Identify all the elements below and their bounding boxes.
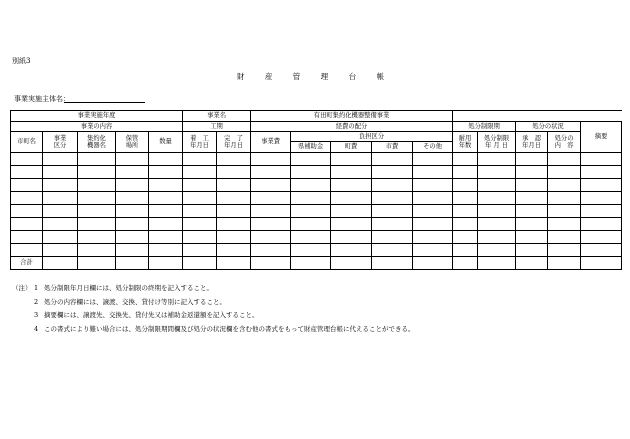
document-title: 財 産 管 理 台 帳 bbox=[237, 72, 393, 81]
col-municipality: 市町名 bbox=[11, 132, 43, 153]
notes-prefix: （注） bbox=[12, 284, 32, 292]
col-town-cost: 町費 bbox=[331, 142, 372, 153]
note-number: 2 bbox=[34, 297, 39, 306]
note-number: 1 bbox=[34, 284, 39, 292]
table-row bbox=[11, 179, 622, 192]
col-approval-date: 承 認 年月日 bbox=[516, 132, 548, 153]
col-other-cost: その他 bbox=[413, 142, 453, 153]
note-item bbox=[12, 282, 415, 296]
col-limit-date: 処分制限 年 月 日 bbox=[478, 132, 516, 153]
col-device-name: 集約化 機器名 bbox=[78, 132, 116, 153]
project-name-header: 事業名 bbox=[183, 111, 251, 122]
note-text: 摘要欄には、譲渡先、交換先、貸付先又は補助金返還額を記入すること。 bbox=[44, 311, 259, 319]
col-city-cost: 市費 bbox=[372, 142, 413, 153]
disposal-status-header: 処分の状況 bbox=[516, 122, 581, 132]
total-row bbox=[11, 257, 622, 270]
col-start-date: 着 工 年月日 bbox=[183, 132, 217, 153]
note-number: 4 bbox=[34, 324, 39, 333]
burden-division-header: 負担区分 bbox=[291, 132, 453, 142]
note-text: 処分の内容欄には、譲渡、交換、貸付け等別に記入すること。 bbox=[44, 297, 226, 306]
header-blank-area bbox=[453, 111, 622, 122]
col-pref-subsidy: 県補助金 bbox=[291, 142, 331, 153]
table-row bbox=[11, 153, 622, 166]
form-id-label: 別紙3 bbox=[12, 57, 31, 65]
table-row bbox=[11, 218, 622, 231]
col-useful-years: 耐用 年数 bbox=[453, 132, 478, 153]
project-year-header: 事業実施年度 bbox=[11, 111, 183, 122]
note-text: この書式により難い場合には、処分制限期間欄及び処分の状況欄を含む他の書式をもって財産管理台帳に代えることができる。 bbox=[44, 324, 415, 333]
col-disposal-content: 処分の 内 容 bbox=[548, 132, 581, 153]
table-row bbox=[11, 205, 622, 218]
project-name-value: 有田町集約化機器整備事業 bbox=[251, 111, 453, 122]
col-quantity: 数量 bbox=[149, 132, 183, 153]
entity-name-label: 事業実施主体名： bbox=[14, 95, 70, 103]
disposal-limit-header: 処分制限期 bbox=[453, 122, 516, 132]
col-business-division: 事業 区分 bbox=[43, 132, 78, 153]
period-header: 工期 bbox=[183, 122, 251, 132]
notes-section bbox=[12, 282, 415, 336]
note-item bbox=[12, 296, 415, 310]
table-row bbox=[11, 192, 622, 205]
col-project-cost: 事業費 bbox=[251, 132, 291, 153]
table-row bbox=[11, 166, 622, 179]
note-item bbox=[12, 309, 415, 323]
budget-allocation-header: 経費の配分 bbox=[251, 122, 453, 132]
col-remarks: 摘要 bbox=[581, 122, 622, 153]
project-content-header: 事業の内容 bbox=[11, 122, 183, 132]
col-complete-date: 完 了 年月日 bbox=[217, 132, 251, 153]
note-text: 処分制限年月日欄には、処分制限の終期を記入すること。 bbox=[44, 284, 213, 292]
note-number: 3 bbox=[34, 311, 39, 319]
note-item bbox=[12, 323, 415, 337]
table-row bbox=[11, 244, 622, 257]
col-storage-location: 保管 場所 bbox=[116, 132, 149, 153]
property-ledger-table bbox=[10, 110, 622, 270]
table-row bbox=[11, 231, 622, 244]
total-label: 合計 bbox=[11, 257, 43, 270]
entity-name-underline bbox=[64, 102, 145, 103]
